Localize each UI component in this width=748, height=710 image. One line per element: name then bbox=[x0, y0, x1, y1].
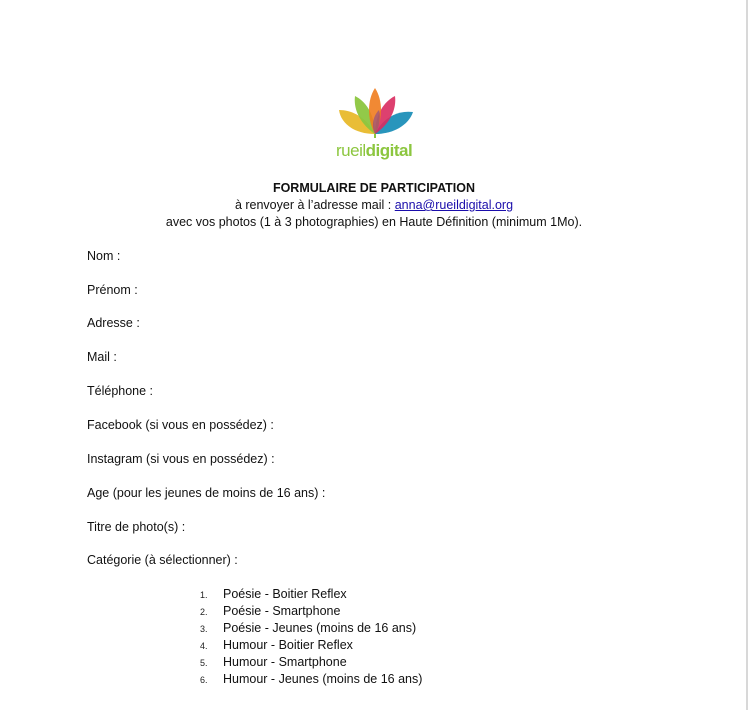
category-label: Humour - Jeunes (moins de 16 ans) bbox=[223, 672, 423, 686]
send-instructions-text: à renvoyer à l’adresse mail : bbox=[234, 198, 395, 212]
category-number: 5. bbox=[200, 658, 208, 668]
field-facebook: Facebook (si vous en possédez) : bbox=[87, 418, 274, 432]
category-label: Poésie - Jeunes (moins de 16 ans) bbox=[223, 621, 417, 635]
category-item[interactable] bbox=[200, 637, 422, 654]
category-item[interactable] bbox=[200, 654, 422, 671]
field-age: Age (pour les jeunes de moins de 16 ans) : bbox=[87, 486, 326, 500]
category-number: 2. bbox=[200, 607, 208, 617]
category-number: 4. bbox=[200, 641, 208, 651]
field-adresse: Adresse : bbox=[87, 316, 140, 330]
send-instructions bbox=[0, 197, 748, 214]
rueil-digital-logo bbox=[330, 86, 420, 166]
field-categorie: Catégorie (à sélectionner) : bbox=[87, 553, 238, 567]
category-list bbox=[200, 586, 422, 688]
lotus-icon bbox=[335, 86, 415, 138]
category-number: 1. bbox=[200, 590, 208, 600]
category-item[interactable] bbox=[200, 671, 422, 688]
category-item[interactable] bbox=[200, 620, 422, 637]
field-mail: Mail : bbox=[87, 350, 117, 364]
category-item[interactable] bbox=[200, 586, 422, 603]
field-instagram: Instagram (si vous en possédez) : bbox=[87, 452, 275, 466]
form-title: FORMULAIRE DE PARTICIPATION bbox=[272, 181, 476, 195]
field-nom: Nom : bbox=[87, 249, 121, 263]
field-titre-photo: Titre de photo(s) : bbox=[87, 520, 186, 534]
category-label: Humour - Smartphone bbox=[223, 655, 347, 669]
photo-requirements: avec vos photos (1 à 3 photographies) en Haute Définition (minimum 1Mo). bbox=[165, 215, 583, 229]
category-label: Poésie - Smartphone bbox=[223, 604, 341, 618]
category-label: Humour - Boitier Reflex bbox=[223, 638, 353, 652]
category-number: 6. bbox=[200, 675, 208, 685]
category-label: Poésie - Boitier Reflex bbox=[223, 587, 347, 601]
category-item[interactable] bbox=[200, 603, 422, 620]
email-link[interactable]: anna@rueildigital.org bbox=[394, 198, 514, 212]
field-prenom: Prénom : bbox=[87, 283, 138, 297]
category-number: 3. bbox=[200, 624, 208, 634]
field-telephone: Téléphone : bbox=[87, 384, 154, 398]
logo-text: rueildigital bbox=[336, 141, 413, 160]
